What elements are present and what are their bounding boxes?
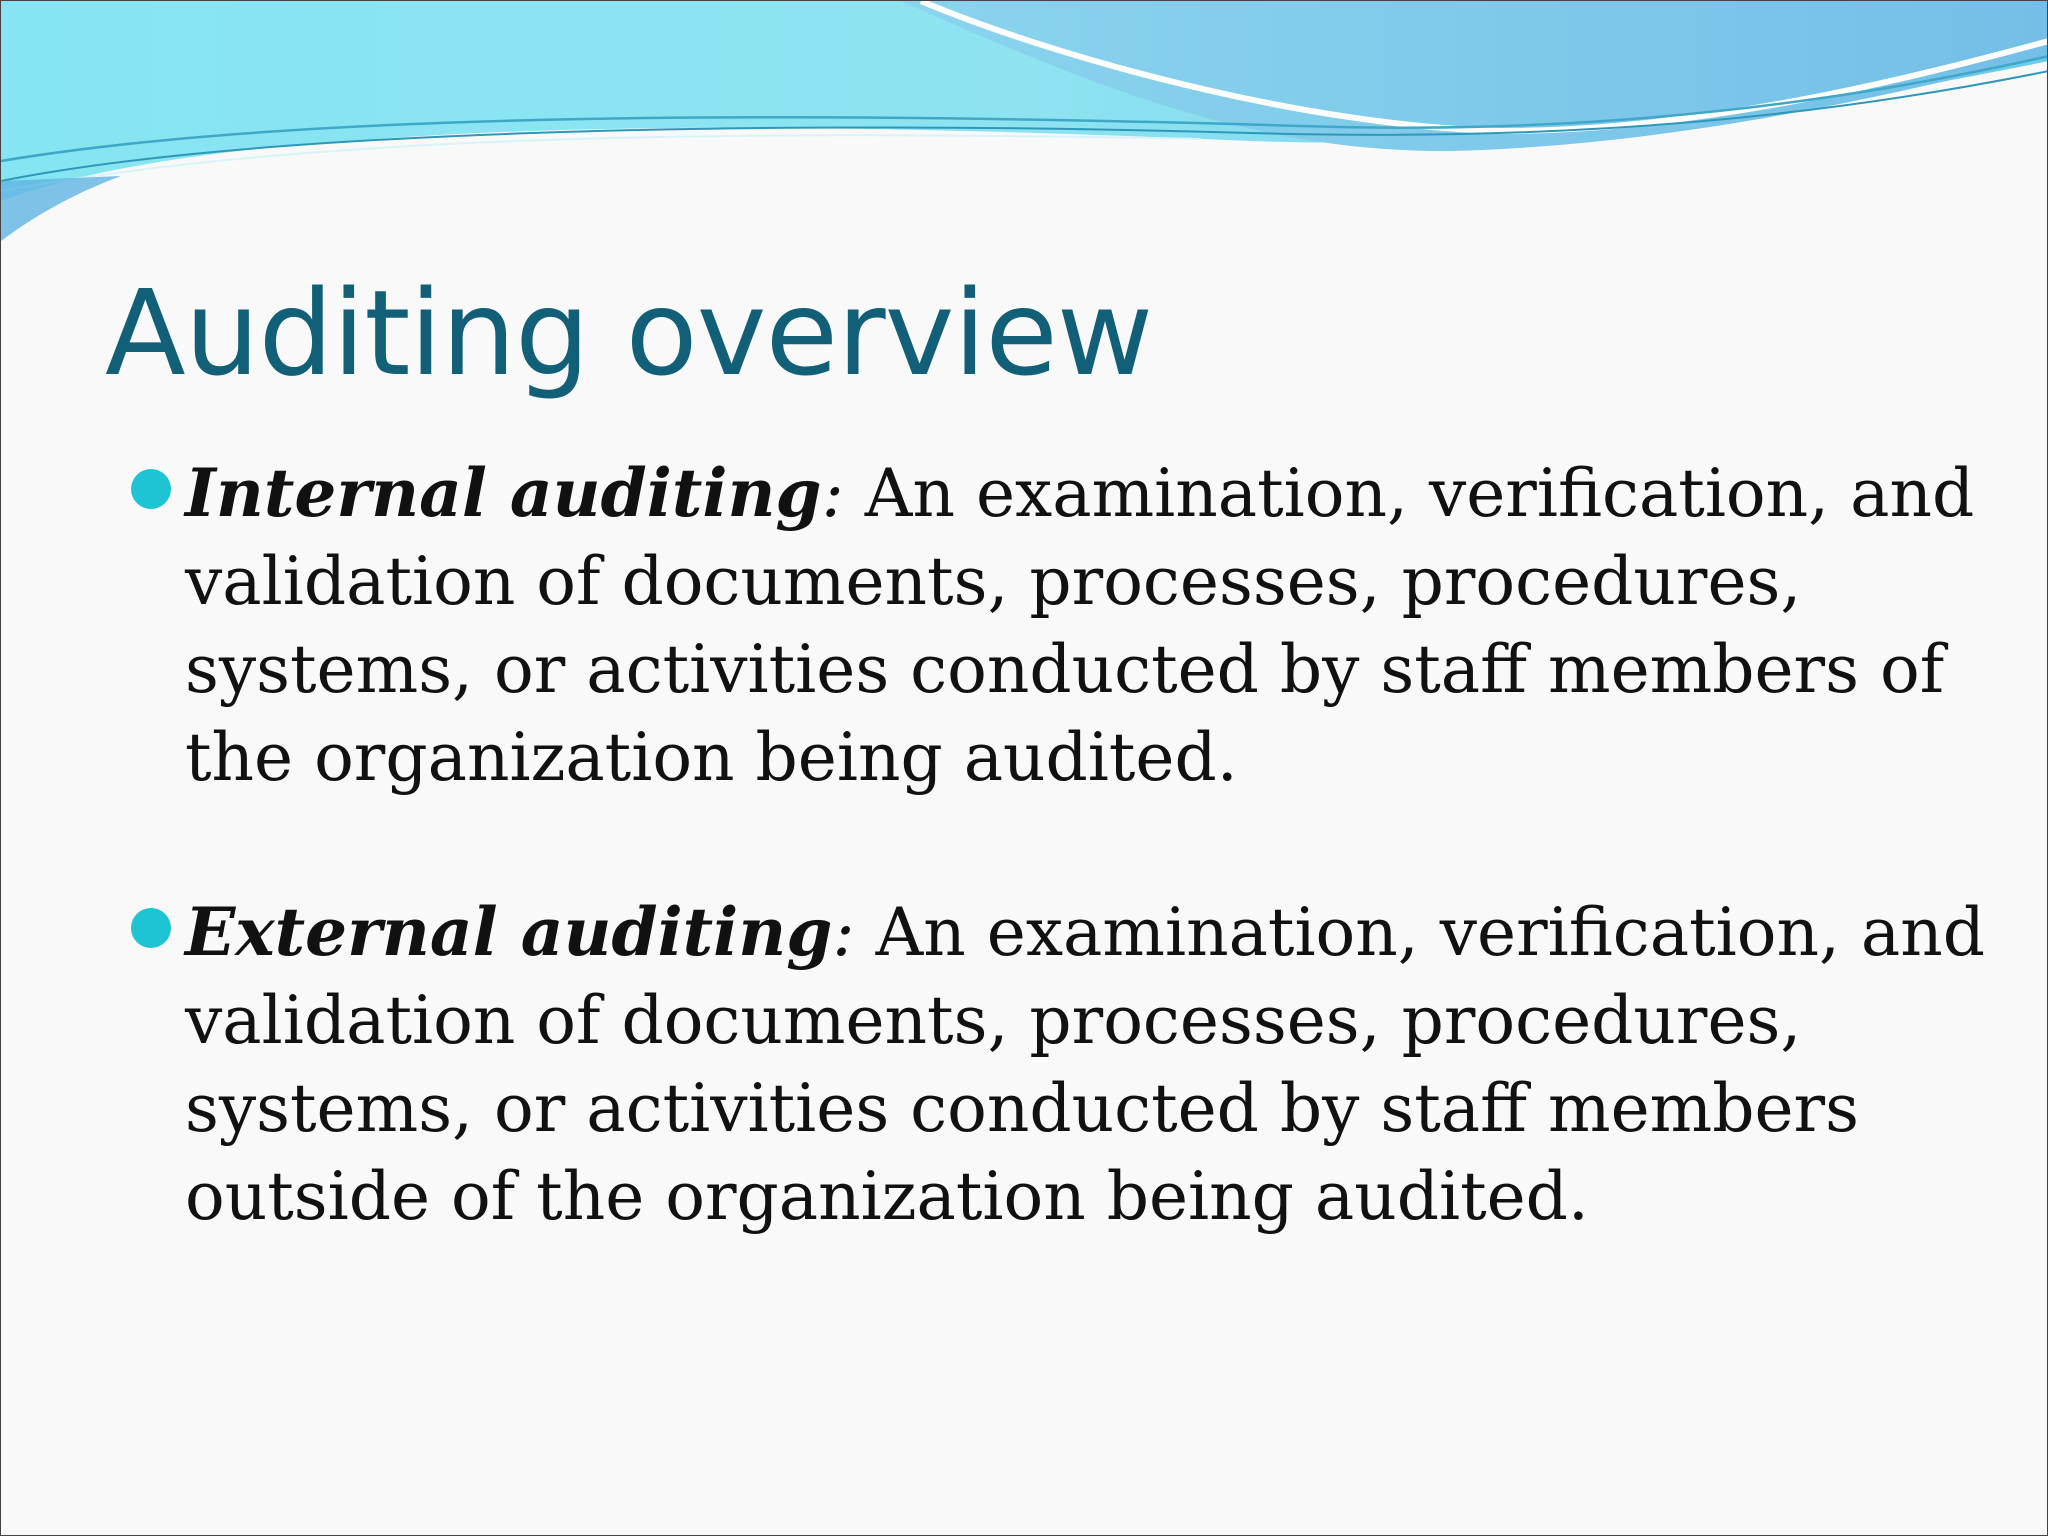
bullet-term: Internal auditing — [185, 454, 822, 532]
bullet-separator: : — [832, 894, 855, 971]
bullet-separator: : — [821, 455, 844, 532]
slide-title: Auditing overview — [105, 264, 1153, 402]
bullet-external-auditing — [127, 888, 2027, 1241]
header-wave-decoration — [1, 1, 2048, 241]
bullet-internal-auditing — [127, 449, 2027, 802]
bullet-term: External auditing — [185, 893, 833, 971]
bullet-list — [127, 449, 2027, 1327]
bullet-dot-icon — [131, 469, 171, 509]
bullet-text: An examination, verification, and validation of documents, processes, procedures, systems, or activities conducted by staff members of the organization being audited. — [185, 455, 1975, 796]
bullet-dot-icon — [131, 908, 171, 948]
bullet-text: An examination, verification, and validation of documents, processes, procedures, systems, or activities conducted by staff members outside of the organization being audited. — [185, 894, 1986, 1235]
